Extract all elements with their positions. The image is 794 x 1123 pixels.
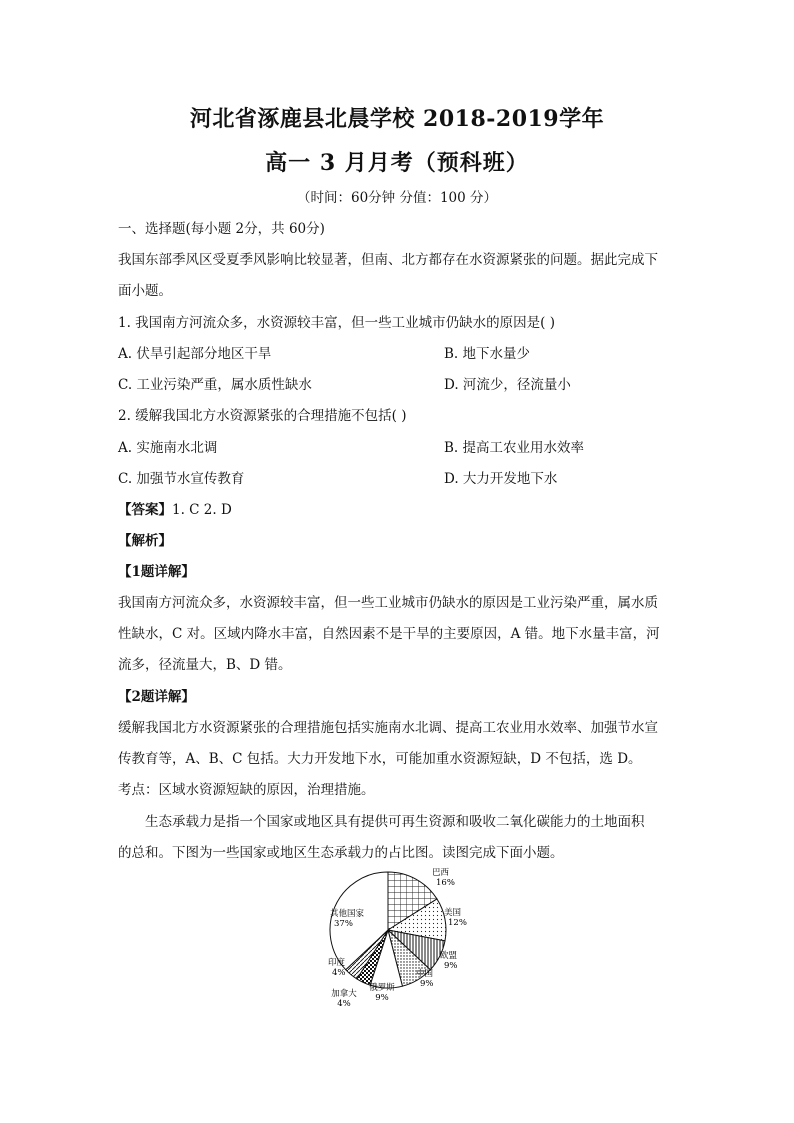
q1-analysis-line2: 性缺水，C 对。区域内降水丰富，自然因素不是干旱的主要原因，A 错。地下水量丰富，河: [118, 626, 660, 642]
slice-name-label: 美国: [444, 908, 462, 918]
q2-option-b: B. 提高工农业用水效率: [444, 440, 585, 456]
q1-option-a: A. 伏旱引起部分地区干旱: [118, 346, 272, 362]
exam-meta: （时间：60分钟 分值：100 分）: [296, 190, 498, 206]
q1-analysis-line1: 我国南方河流众多，水资源较丰富，但一些工业城市仍缺水的原因是工业污染严重，属水质: [118, 595, 658, 611]
exam-point: 考点：区域水资源短缺的原因，治理措施。: [118, 782, 375, 798]
q1-analysis-line3: 流多，径流量大，B、D 错。: [118, 657, 292, 673]
slice-name-label: 加拿大: [331, 989, 357, 999]
q1-option-b: B. 地下水量少: [444, 346, 531, 362]
q2-stem: 2. 缓解我国北方水资源紧张的合理措施不包括( ): [118, 408, 407, 424]
q2-analysis-line2: 传教育等，A、B、C 包括。大力开发地下水，可能加重水资源短缺，D 不包括，选 D。: [118, 751, 642, 767]
slice-value-label: 37%: [334, 919, 353, 929]
analysis-label: 【解析】: [118, 533, 172, 549]
slice-name-label: 中国: [416, 969, 434, 979]
slice-name-label: 俄罗斯: [369, 983, 395, 993]
slice-value-label: 9%: [375, 993, 389, 1003]
slice-name-label: 其他国家: [330, 909, 365, 919]
q2-analysis-line1: 缓解我国北方水资源紧张的合理措施包括实施南水北调、提高工农业用水效率、加强节水宣: [118, 720, 658, 736]
q2-analysis-label: 【2题详解】: [118, 689, 195, 705]
section-intro-line1: 我国东部季风区受夏季风影响比较显著，但南、北方都存在水资源紧张的问题。据此完成下: [118, 252, 658, 268]
q1-stem: 1. 我国南方河流众多，水资源较丰富，但一些工业城市仍缺水的原因是( ): [118, 315, 555, 331]
q1-analysis-label: 【1题详解】: [118, 564, 195, 580]
q2-option-a: A. 实施南水北调: [118, 440, 218, 456]
slice-value-label: 12%: [448, 918, 467, 928]
answer-text: 1. C 2. D: [172, 502, 232, 518]
slice-value-label: 16%: [436, 878, 455, 888]
passage-line1: 生态承载力是指一个国家或地区具有提供可再生资源和吸收二氧化碳能力的土地面积: [145, 814, 645, 830]
section-intro-line2: 面小题。: [118, 283, 172, 299]
q2-option-d: D. 大力开发地下水: [444, 471, 558, 487]
answer-label: 【答案】: [118, 502, 172, 518]
document-title: 河北省涿鹿县北晨学校 2018-2019学年: [189, 106, 605, 132]
slice-name-label: 巴西: [432, 868, 450, 878]
passage-line2: 的总和。下图为一些国家或地区生态承载力的占比图。读图完成下面小题。: [118, 845, 564, 861]
slice-value-label: 4%: [332, 968, 346, 978]
pie-chart: [292, 862, 492, 1012]
slice-value-label: 9%: [420, 979, 434, 989]
slice-name-label: 欧盟: [440, 951, 458, 961]
slice-value-label: 4%: [337, 999, 351, 1009]
q1-option-c: C. 工业污染严重，属水质性缺水: [118, 377, 312, 393]
slice-value-label: 9%: [444, 961, 458, 971]
section-heading: 一、选择题(每小题 2分，共 60分): [118, 221, 325, 237]
slice-name-label: 印度: [328, 958, 346, 968]
q2-option-c: C. 加强节水宣传教育: [118, 471, 245, 487]
q1-option-d: D. 河流少，径流量小: [444, 377, 571, 393]
answer-line: [118, 498, 232, 518]
document-subtitle: 高一 3 月月考（预科班）: [265, 150, 529, 176]
